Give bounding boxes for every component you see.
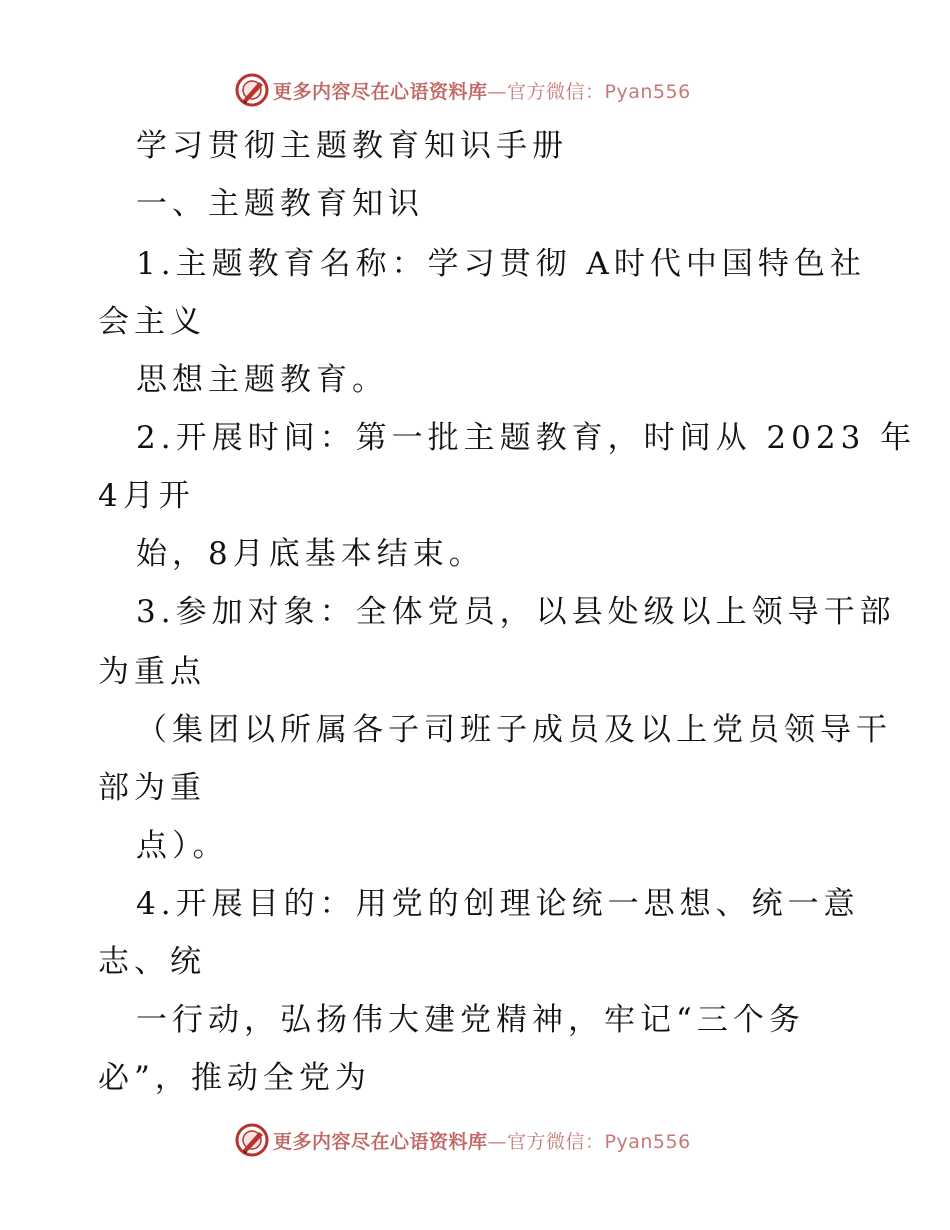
pen-logo-icon [235, 1123, 269, 1157]
watermark-footer [235, 1120, 691, 1160]
pen-logo-icon [235, 73, 269, 107]
paragraph-line: 会主义 [98, 304, 206, 340]
paragraph-line: 3.参加对象：全体党员，以县处级以上领导干部 [136, 594, 896, 630]
document-title: 学习贯彻主题教育知识手册 [136, 128, 568, 164]
watermark-brand: 更多内容尽在心语资料库 [273, 1130, 488, 1153]
watermark-wechat-id: Pyan556 [604, 80, 691, 103]
paragraph-line: 点）。 [136, 828, 229, 864]
paragraph-line: 一行动，弘扬伟大建党精神，牢记“三个务 [136, 1002, 805, 1038]
watermark-separator: —官方微信： [487, 80, 605, 103]
paragraph-line: 始，8月底基本结束。 [136, 536, 485, 572]
paragraph-line: 必”，推动全党为 [98, 1060, 371, 1096]
section-heading: 一、主题教育知识 [136, 186, 424, 222]
paragraph-line: 4月开 [98, 478, 195, 514]
watermark-separator: —官方微信： [487, 1130, 605, 1153]
paragraph-line: 为重点 [98, 654, 206, 690]
paragraph-line: 1.主题教育名称：学习贯彻 A时代中国特色社 [136, 246, 866, 282]
paragraph-line: 部为重 [98, 770, 206, 806]
paragraph-line: 思想主题教育。 [136, 362, 388, 398]
watermark-brand: 更多内容尽在心语资料库 [273, 80, 488, 103]
paragraph-line: 4.开展目的：用党的创理论统一思想、统一意 [136, 886, 860, 922]
watermark-text [273, 77, 691, 104]
watermark-text [273, 1127, 691, 1154]
paragraph-line: （集团以所属各子司班子成员及以上党员领导干 [136, 712, 892, 748]
paragraph-line: 志、统 [98, 944, 206, 980]
paragraph-line: 2.开展时间：第一批主题教育，时间从 2023 年 [136, 420, 917, 456]
watermark-wechat-id: Pyan556 [604, 1130, 691, 1153]
watermark-header [235, 70, 691, 110]
